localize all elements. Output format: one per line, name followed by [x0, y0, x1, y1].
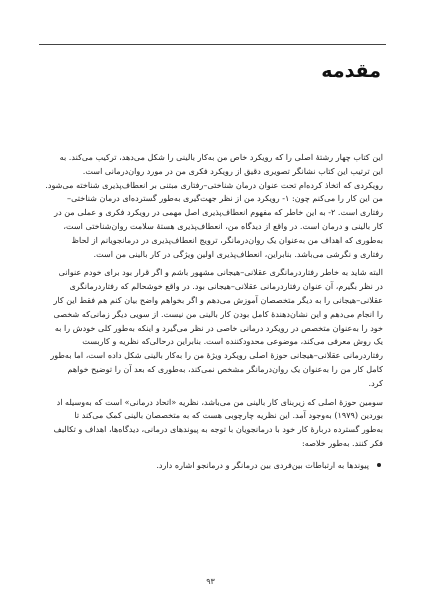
text-line: این ترتیب این کتاب نشانگر تصویری دقیق از رویکرد فکری من در مورد روان‌درمانی است.	[82, 165, 383, 176]
text-line: عقلانی–هیجانی را به دیگر متخصصان آموزش می‌دهم و اگر بخواهم واضح بیان کنم هم فقط این کار	[53, 294, 383, 305]
text-line: سومین حوزهٔ اصلی که زیربنای کار بالینی من می‌باشد، نظریه «اتحاد درمانی» است که به‌وسیله اد	[56, 396, 383, 407]
text-line: فکر کنند. به‌طور خلاصه:	[302, 437, 383, 448]
text-line: به‌طور گسترده دربارهٔ کار خود با درمانجویان با توجه به پیوندهای درمانی، دیدگاه‌ها، اهداف و تکالیف	[53, 424, 383, 435]
page-number: ۹۳	[206, 577, 215, 586]
paragraph-3	[38, 396, 383, 451]
text-line: خود را به‌عنوان متخصص در رویکرد درمانی خاصی در نظر می‌گیرد و اینکه به‌طور کلی خودش را به	[54, 322, 383, 333]
text-line: در نظر بگیرم، آن عنوان رفتاردرمانی عقلانی–هیجانی بود. در واقع خوشحالم که رفتاردرمانگری	[69, 281, 383, 292]
bullet-text: پیوندها به ارتباطات بین‌فردی بین درمانگر و درمانجو اشاره دارد.	[156, 459, 369, 470]
text-line: یک روش معرفی می‌کند، موضوعی محدودکننده است. بنابراین درحالی‌که نظریه و کاربست	[82, 336, 383, 347]
text-line: را انجام می‌دهم و این نشان‌دهندهٔ کامل بودن کار بالینی من نیست. از سویی دیگر زمانی‌که شخصی	[53, 308, 383, 319]
text-line: البته شاید به خاطر رفتاردرمانگری عقلانی–هیجانی مشهور باشم و اگر قرار بود برای خودم عنوانی	[58, 267, 383, 278]
text-line: به‌طوری که اهداف من به‌عنوان یک روان‌درمانگر، ترویج انعطاف‌پذیری در درمانجویانم از لحاظ	[71, 234, 383, 245]
text-line: رفتاردرمانی عقلانی–هیجانی حوزهٔ اصلی رویکرد ویژهٔ من را به‌کار بالینی شکل داده است، اما به‌طور	[50, 350, 383, 361]
text-line: کرد.	[368, 377, 383, 388]
header-rule	[39, 44, 386, 45]
text-line: رفتاری و نگرشی می‌باشد. بنابراین، انعطاف‌پذیری اولین ویژگی در کار بالینی من است.	[93, 248, 383, 259]
bullet-item	[38, 459, 369, 473]
text-line: رفتاری است. ۲- به این خاطر که مفهوم انعطاف‌پذیری اصل مهمی در رویکرد فکری و عملی من در	[54, 207, 383, 218]
text-line: رویکردی که اتخاذ کرده‌ام تحت عنوان درمان شناختی–رفتاری مبتنی بر انعطاف‌پذیری شناخته می‌شود.	[45, 179, 383, 190]
paragraph-2	[38, 266, 383, 390]
text-line: این کتاب چهار رشتهٔ اصلی را که رویکرد خاص من به‌کار بالینی را شکل می‌دهد، ترکیب می‌کند. به	[59, 152, 383, 162]
chapter-heading: مقدمه	[321, 60, 381, 82]
text-line: من این کار را می‌کنم چون: ۱- رویکرد من از نظر جهت‌گیری به‌طور گسترده‌ای درمان شناختی–	[67, 193, 383, 204]
bullet-list	[38, 459, 383, 473]
text-line: کار بالینی و درمان است. در واقع از دیدگاه من، انعطاف‌پذیری هستهٔ سلامت روان‌شناختی است،	[63, 220, 383, 231]
paragraph-1	[38, 151, 383, 261]
text-line: کامل کار من را به‌عنوان یک روان‌درمانگر مشخص نمی‌کند، به‌طوری که بعد آن را توضیح خواهم	[67, 363, 383, 374]
body-text	[38, 151, 383, 566]
text-line: بوردین (۱۹۷۹) به‌وجود آمد. این نظریه چارچوبی هست که به متخصصان بالینی کمک می‌کند تا	[74, 410, 383, 421]
bullet-dot-icon	[377, 463, 381, 467]
